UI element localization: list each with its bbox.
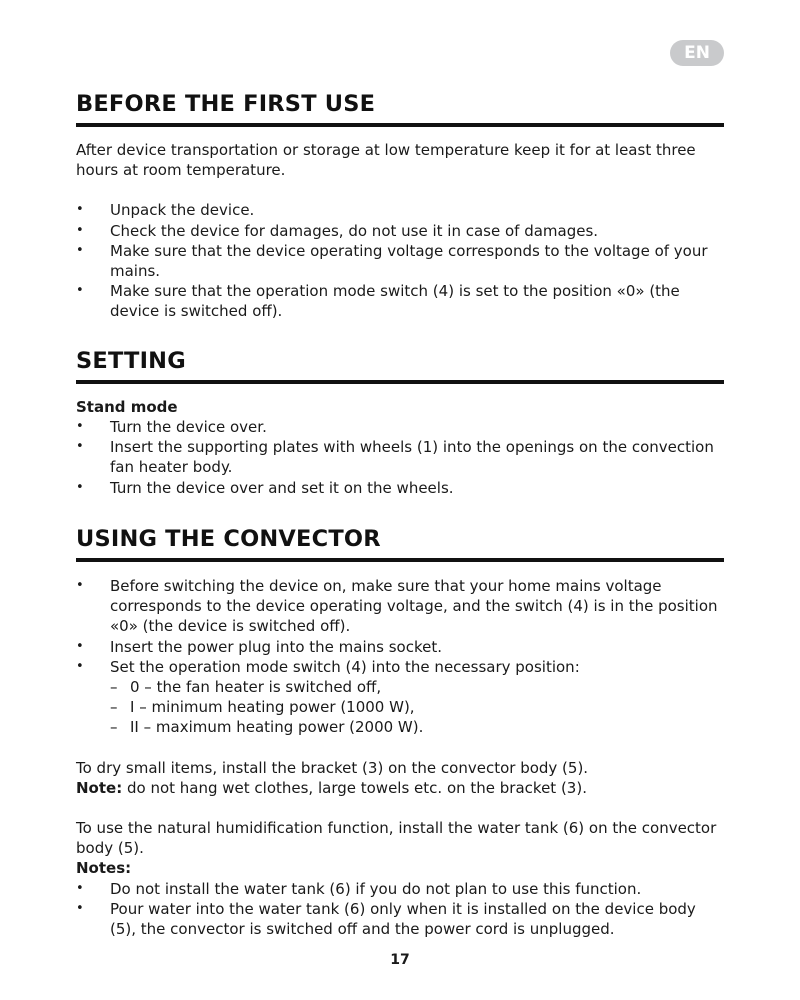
list-item: • Unpack the device. xyxy=(76,200,724,220)
section-divider xyxy=(76,123,724,127)
section-using-the-convector xyxy=(76,525,724,939)
page-number: 17 xyxy=(390,952,410,968)
notes-list xyxy=(76,879,724,940)
section-title: USING THE CONVECTOR xyxy=(76,526,381,552)
notes-label: Notes: xyxy=(76,859,132,878)
mode-item: – II – maximum heating power (2000 W). xyxy=(76,717,724,737)
humidification-paragraph: To use the natural humidification function, install the water tank (6) on the convector body (5). xyxy=(76,819,717,858)
bullet-list xyxy=(76,417,724,498)
list-item: • Insert the supporting plates with wheels (1) into the openings on the convection fan heater body. xyxy=(76,437,724,477)
section-title: SETTING xyxy=(76,348,186,374)
list-item: • Do not install the water tank (6) if you do not plan to use this function. xyxy=(76,879,724,899)
list-item: • Pour water into the water tank (6) only when it is installed on the device body (5), the convector is switched off and the power cord is unplugged. xyxy=(76,899,724,939)
section-before-first-use xyxy=(76,90,724,322)
section-divider xyxy=(76,380,724,384)
bullet-list xyxy=(76,200,724,321)
list-item: • Before switching the device on, make sure that your home mains voltage corresponds to the device operating voltage, and the switch (4) is in the position «0» (the device is switched off). xyxy=(76,576,724,637)
note-paragraph xyxy=(76,778,724,798)
note-label: Note: xyxy=(76,778,123,797)
list-item: • Set the operation mode switch (4) into the necessary position: xyxy=(76,657,724,677)
note-text: do not hang wet clothes, large towels etc. on the bracket (3). xyxy=(122,778,587,797)
section-title: BEFORE THE FIRST USE xyxy=(76,91,376,117)
list-item: • Make sure that the device operating voltage corresponds to the voltage of your mains. xyxy=(76,241,724,281)
list-item: • Insert the power plug into the mains socket. xyxy=(76,637,724,657)
subsection-title: Stand mode xyxy=(76,398,178,416)
list-item: • Check the device for damages, do not use it in case of damages. xyxy=(76,221,724,241)
mode-item: – 0 – the fan heater is switched off, xyxy=(76,677,724,697)
bullet-list xyxy=(76,576,724,677)
list-item: • Turn the device over. xyxy=(76,417,724,437)
dry-paragraph: To dry small items, install the bracket (3) on the convector body (5). xyxy=(76,758,589,777)
section-divider xyxy=(76,558,724,562)
list-item: • Turn the device over and set it on the wheels. xyxy=(76,478,724,498)
mode-list xyxy=(76,677,724,738)
mode-item: – I – minimum heating power (1000 W), xyxy=(76,697,724,717)
intro-paragraph: After device transportation or storage at low temperature keep it for at least three hours at room temperature. xyxy=(76,141,696,180)
list-item: • Make sure that the operation mode switch (4) is set to the position «0» (the device is switched off). xyxy=(76,281,724,321)
language-badge: EN xyxy=(670,40,724,66)
section-setting xyxy=(76,347,724,498)
